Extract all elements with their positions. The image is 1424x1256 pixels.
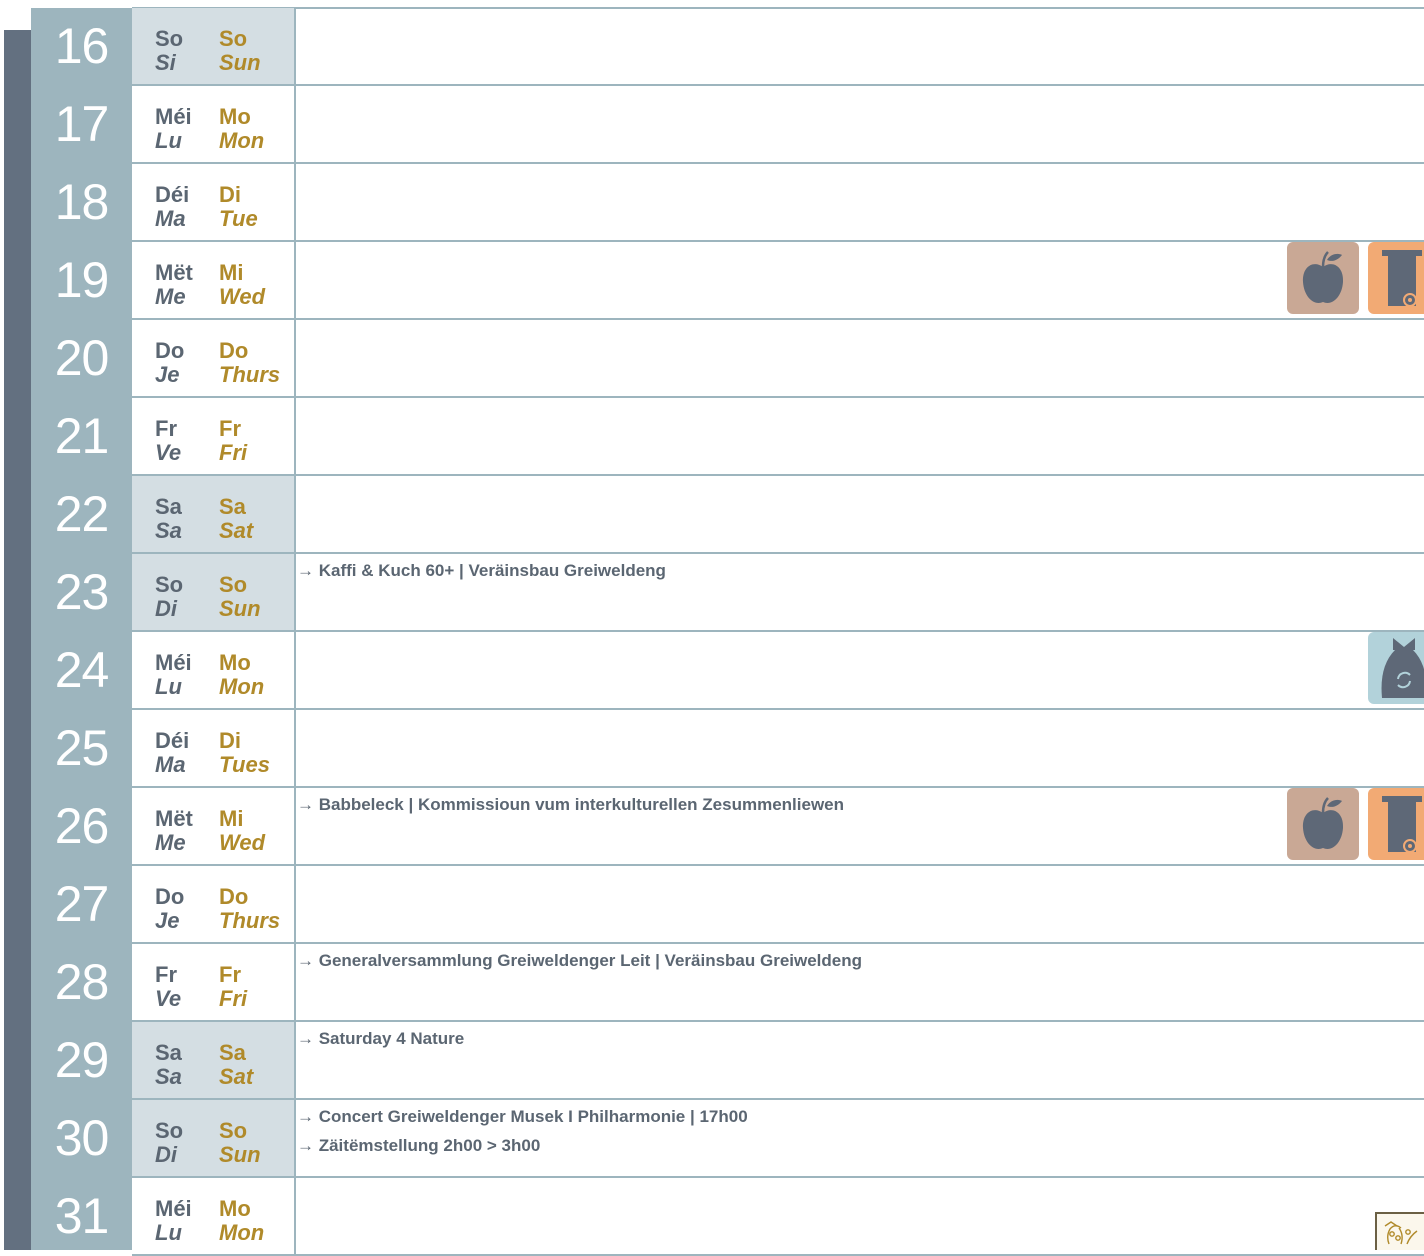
column-divider bbox=[294, 164, 296, 242]
weekday-names bbox=[132, 476, 294, 553]
weekday-en-short: So bbox=[219, 26, 248, 51]
day-number: 17 bbox=[54, 96, 109, 152]
weekday-en: Wed bbox=[219, 284, 266, 309]
weekday-en: Thurs bbox=[219, 362, 281, 387]
weekday-names bbox=[132, 86, 294, 163]
column-divider bbox=[294, 86, 296, 164]
day-row bbox=[31, 476, 1424, 554]
day-row bbox=[31, 398, 1424, 476]
weekday-lb: Méi bbox=[155, 1196, 192, 1221]
day-row bbox=[31, 164, 1424, 242]
trash-bin-icon bbox=[1368, 788, 1424, 860]
day-number: 31 bbox=[54, 1188, 109, 1244]
weekday-lb-alt: Lu bbox=[155, 1220, 182, 1245]
weekday-lb: Déi bbox=[155, 182, 190, 207]
weekday-en-short: Mi bbox=[219, 260, 244, 285]
weekday-names bbox=[132, 866, 294, 943]
day-number: 19 bbox=[54, 252, 109, 308]
weekday-en-short: Fr bbox=[219, 416, 241, 441]
column-divider bbox=[294, 476, 296, 554]
weekday-en-short: Do bbox=[219, 884, 249, 909]
weekday-en: Sun bbox=[219, 596, 261, 621]
day-number: 25 bbox=[54, 720, 109, 776]
column-divider bbox=[294, 8, 296, 86]
weekday-lb-alt: Sa bbox=[155, 518, 182, 543]
apple-icon bbox=[1287, 242, 1359, 314]
weekday-lb-alt: Sa bbox=[155, 1064, 182, 1089]
weekday-lb-alt: Lu bbox=[155, 674, 182, 699]
event-item: → Kaffi & Kuch 60+ | Veräinsbau Greiweldeng bbox=[297, 561, 666, 580]
weekday-en-short: Di bbox=[219, 728, 241, 753]
column-divider bbox=[294, 788, 296, 866]
column-divider bbox=[294, 944, 296, 1022]
column-divider bbox=[294, 320, 296, 398]
day-number: 18 bbox=[54, 174, 109, 230]
weekday-en: Fri bbox=[219, 440, 248, 465]
weekday-en-short: Fr bbox=[219, 962, 241, 987]
weekday-names bbox=[132, 320, 294, 397]
column-divider bbox=[294, 632, 296, 710]
column-divider bbox=[294, 1022, 296, 1100]
weekday-names bbox=[132, 398, 294, 475]
day-number: 29 bbox=[54, 1032, 109, 1088]
weekday-lb-alt: Ve bbox=[155, 986, 182, 1011]
column-divider bbox=[294, 554, 296, 632]
day-number: 22 bbox=[54, 486, 109, 542]
day-row bbox=[31, 1178, 1424, 1256]
event-list bbox=[297, 951, 1297, 980]
day-row bbox=[31, 710, 1424, 788]
weekday-lb: Sa bbox=[155, 494, 182, 519]
event-item: → Zäitëmstellung 2h00 > 3h00 bbox=[297, 1136, 541, 1155]
weekday-lb-alt: Je bbox=[155, 362, 180, 387]
weekday-en-short: Mo bbox=[219, 1196, 251, 1221]
day-row bbox=[31, 8, 1424, 86]
weekday-en: Sat bbox=[219, 518, 254, 543]
weekday-lb-alt: Ma bbox=[155, 752, 186, 777]
apple-icon bbox=[1287, 788, 1359, 860]
column-divider bbox=[294, 242, 296, 320]
event-item: → Saturday 4 Nature bbox=[297, 1029, 465, 1048]
weekday-lb: So bbox=[155, 1118, 184, 1143]
weekday-en-short: Mo bbox=[219, 650, 251, 675]
day-number: 30 bbox=[54, 1110, 109, 1166]
weekday-names bbox=[132, 164, 294, 241]
event-item: → Generalversammlung Greiweldenger Leit | Veräinsbau Greiweldeng bbox=[297, 951, 863, 970]
weekday-en-short: Do bbox=[219, 338, 249, 363]
weekday-en-short: So bbox=[219, 1118, 248, 1143]
weekday-en: Sun bbox=[219, 50, 261, 75]
event-list bbox=[297, 1029, 1297, 1058]
weekday-en-short: So bbox=[219, 572, 248, 597]
crest-icon bbox=[1375, 1212, 1424, 1250]
weekday-lb-alt: Je bbox=[155, 908, 180, 933]
event-list bbox=[297, 1107, 1297, 1165]
weekday-en: Fri bbox=[219, 986, 248, 1011]
weekday-lb: Do bbox=[155, 884, 185, 909]
weekday-lb: Fr bbox=[155, 962, 177, 987]
weekday-names bbox=[132, 554, 294, 631]
weekday-names bbox=[132, 710, 294, 787]
recycling-bag-icon bbox=[1368, 632, 1424, 704]
weekday-names bbox=[132, 8, 294, 85]
weekday-names bbox=[132, 1100, 294, 1177]
day-number: 27 bbox=[54, 876, 109, 932]
weekday-en: Sat bbox=[219, 1064, 254, 1089]
column-divider bbox=[294, 1178, 296, 1256]
weekday-lb: So bbox=[155, 572, 184, 597]
weekday-en-short: Sa bbox=[219, 1040, 246, 1065]
weekday-lb: Mët bbox=[155, 806, 193, 831]
event-list bbox=[297, 561, 1297, 590]
day-number: 26 bbox=[54, 798, 109, 854]
weekday-lb: Déi bbox=[155, 728, 190, 753]
day-row bbox=[31, 242, 1424, 320]
weekday-names bbox=[132, 944, 294, 1021]
day-number: 23 bbox=[54, 564, 109, 620]
trash-bin-icon bbox=[1368, 242, 1424, 314]
weekday-names bbox=[132, 788, 294, 865]
day-row bbox=[31, 632, 1424, 710]
column-divider bbox=[294, 710, 296, 788]
weekday-lb: Sa bbox=[155, 1040, 182, 1065]
weekday-lb: So bbox=[155, 26, 184, 51]
day-number: 16 bbox=[54, 18, 109, 74]
weekday-lb-alt: Me bbox=[155, 830, 186, 855]
weekday-en-short: Sa bbox=[219, 494, 246, 519]
weekday-names bbox=[132, 632, 294, 709]
weekday-en: Wed bbox=[219, 830, 266, 855]
weekday-en: Tue bbox=[219, 206, 258, 231]
weekday-en-short: Di bbox=[219, 182, 241, 207]
weekday-en: Sun bbox=[219, 1142, 261, 1167]
weekday-lb-alt: Ma bbox=[155, 206, 186, 231]
weekday-lb: Méi bbox=[155, 104, 192, 129]
column-divider bbox=[294, 866, 296, 944]
day-number: 24 bbox=[54, 642, 109, 698]
weekday-lb-alt: Di bbox=[155, 1142, 177, 1167]
weekday-lb: Do bbox=[155, 338, 185, 363]
day-number: 28 bbox=[54, 954, 109, 1010]
event-list bbox=[297, 795, 1297, 824]
day-number: 21 bbox=[54, 408, 109, 464]
column-divider bbox=[294, 398, 296, 476]
day-row bbox=[31, 86, 1424, 164]
day-row bbox=[31, 866, 1424, 944]
event-item: → Babbeleck | Kommissioun vum interkulturellen Zesummenliewen bbox=[297, 795, 845, 814]
weekday-en: Tues bbox=[219, 752, 270, 777]
weekday-lb: Mët bbox=[155, 260, 193, 285]
weekday-lb-alt: Si bbox=[155, 50, 176, 75]
weekday-names bbox=[132, 1022, 294, 1099]
weekday-en-short: Mi bbox=[219, 806, 244, 831]
weekday-lb-alt: Ve bbox=[155, 440, 182, 465]
weekday-en-short: Mo bbox=[219, 104, 251, 129]
weekday-lb: Fr bbox=[155, 416, 177, 441]
column-divider bbox=[294, 1100, 296, 1178]
weekday-en: Mon bbox=[219, 1220, 265, 1245]
calendar-spine bbox=[4, 30, 31, 1250]
day-row bbox=[31, 320, 1424, 398]
weekday-names bbox=[132, 1178, 294, 1255]
weekday-lb-alt: Me bbox=[155, 284, 186, 309]
weekday-en: Thurs bbox=[219, 908, 281, 933]
weekday-names bbox=[132, 242, 294, 319]
weekday-lb-alt: Di bbox=[155, 596, 177, 621]
weekday-lb: Méi bbox=[155, 650, 192, 675]
weekday-en: Mon bbox=[219, 674, 265, 699]
event-item: → Concert Greiweldenger Musek I Philharmonie | 17h00 bbox=[297, 1107, 748, 1126]
day-number: 20 bbox=[54, 330, 109, 386]
weekday-en: Mon bbox=[219, 128, 265, 153]
weekday-lb-alt: Lu bbox=[155, 128, 182, 153]
